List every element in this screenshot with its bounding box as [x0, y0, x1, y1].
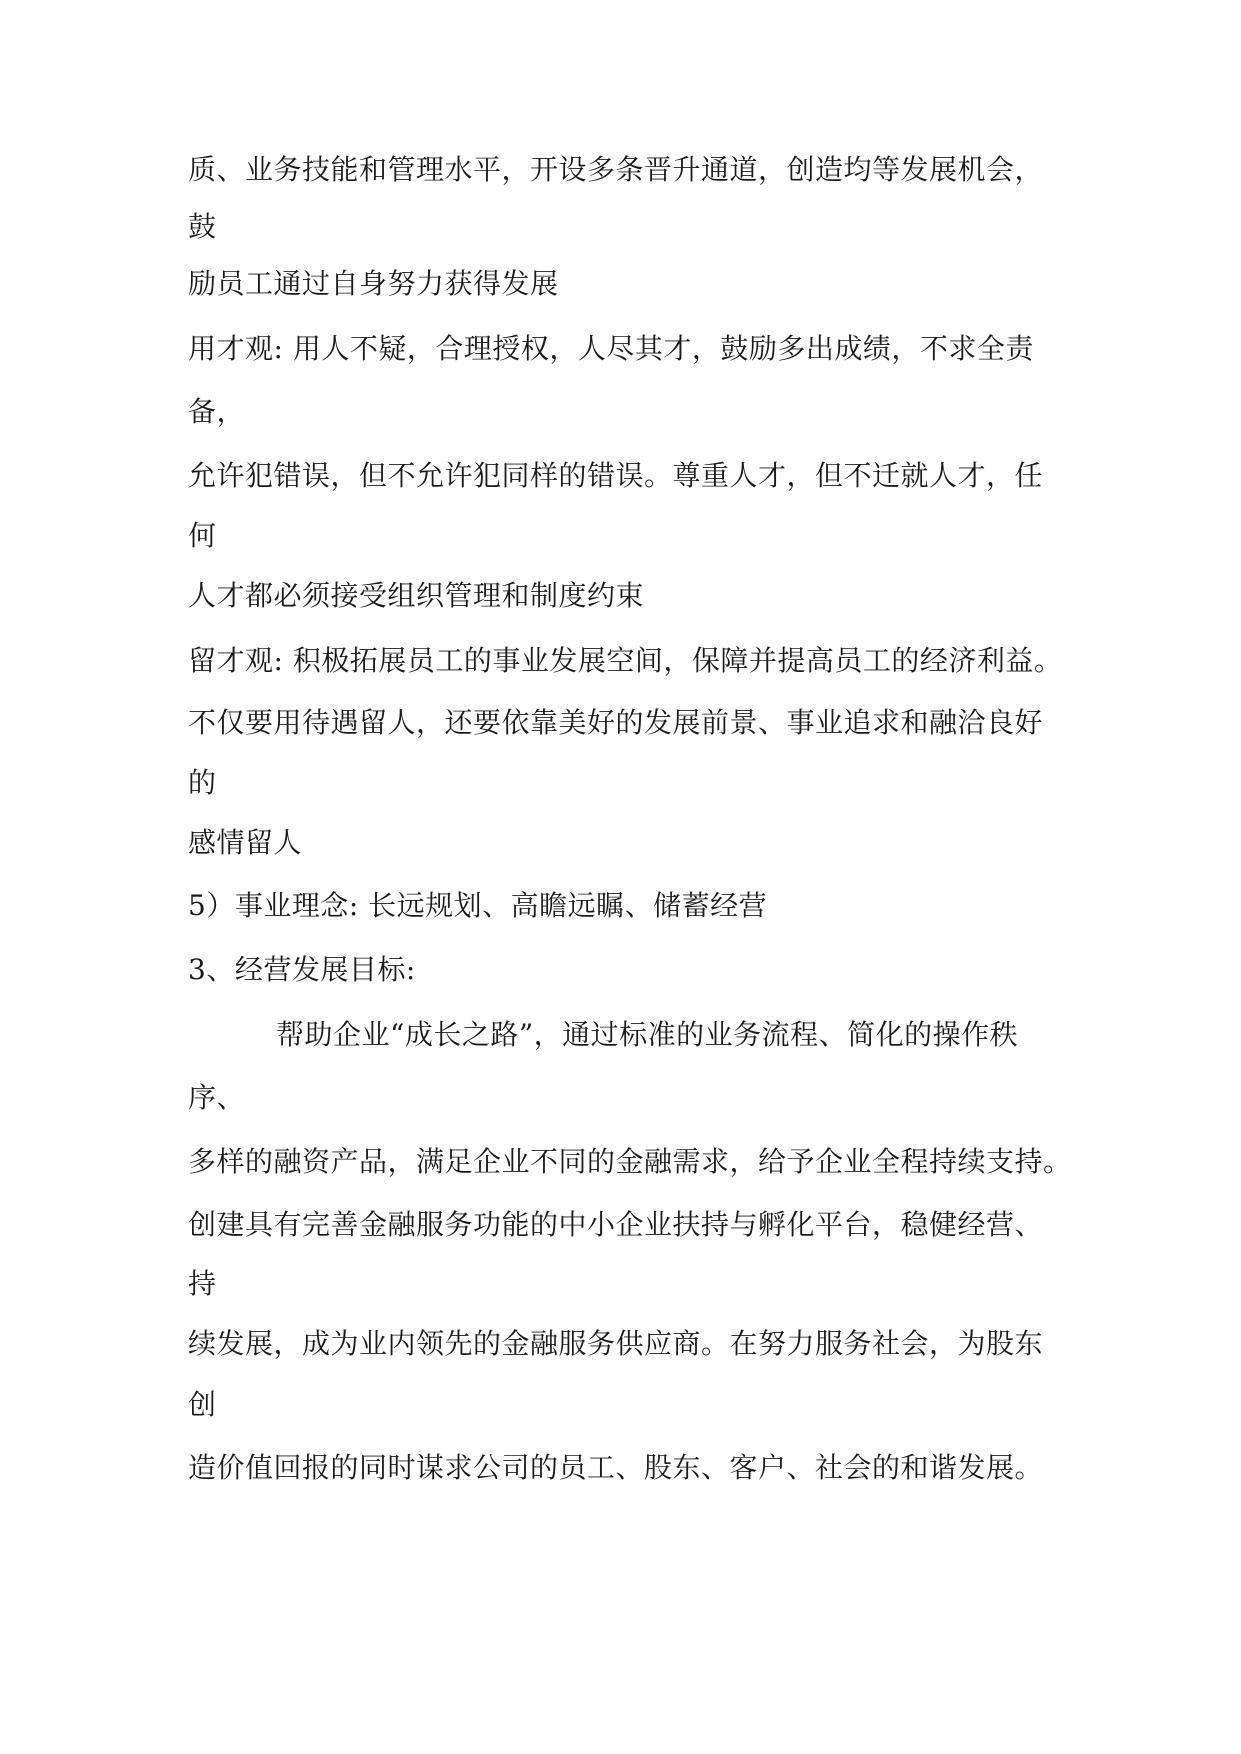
text-line: 人才都必须接受组织管理和制度约束 — [188, 579, 645, 612]
text-line: 感情留人 — [188, 826, 303, 859]
text-line: 鼓 — [188, 210, 217, 243]
text-line: 续发展，成为业内领先的金融服务供应商。在努力服务社会，为股东 — [188, 1327, 1044, 1360]
text-line: 质、业务技能和管理水平，开设多条晋升通道，创造均等发展机会， — [188, 153, 1044, 186]
text-line: 序、 — [188, 1081, 246, 1114]
text-line: 持 — [188, 1267, 217, 1300]
text-line: 何 — [188, 519, 217, 552]
text-line: 多样的融资产品，满足企业不同的金融需求，给予企业全程持续支持。 — [188, 1145, 1072, 1178]
section-heading: 3、经营发展目标: — [188, 953, 416, 986]
text-line: 留才观: 积极拓展员工的事业发展空间，保障并提高员工的经济利益。 — [188, 644, 1063, 677]
text-line: 帮助企业“成长之路”，通过标准的业务流程、简化的操作秩 — [276, 1018, 1019, 1051]
text-line: 创建具有完善金融服务功能的中小企业扶持与孵化平台，稳健经营、 — [188, 1208, 1044, 1241]
text-line: 创 — [188, 1388, 217, 1421]
text-line: 的 — [188, 766, 217, 799]
text-line: 备， — [188, 395, 246, 428]
text-line: 造价值回报的同时谋求公司的员工、股东、客户、社会的和谐发展。 — [188, 1451, 1044, 1484]
text-line: 用才观: 用人不疑，合理授权，人尽其才，鼓励多出成绩，不求全责 — [188, 332, 1034, 365]
text-line: 励员工通过自身努力获得发展 — [188, 267, 559, 300]
text-line: 不仅要用待遇留人，还要依靠美好的发展前景、事业追求和融洽良好 — [188, 706, 1044, 739]
text-line: 5）事业理念: 长远规划、高瞻远瞩、储蓄经营 — [188, 889, 768, 922]
text-line: 允许犯错误，但不允许犯同样的错误。尊重人才，但不迁就人才，任 — [188, 459, 1044, 492]
